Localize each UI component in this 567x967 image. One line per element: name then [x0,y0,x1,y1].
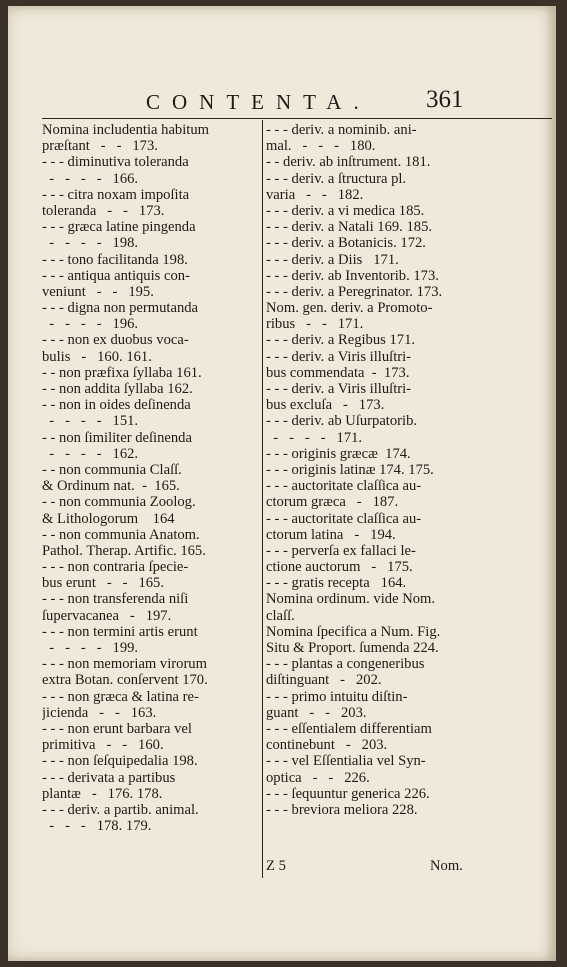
index-entry-line: - - - deriv. ab Inventorib. 173. [266,267,439,284]
index-entry-line: ſupervacanea - 197. [42,607,172,624]
index-entry-line: - - - deriv. a nominib. ani- [266,122,417,138]
index-entry-line: - - - digna non permutanda [42,300,199,317]
index-entry-line: bus excluſa - 173. [266,397,385,414]
index-entry-line: veniunt - - 195. [42,283,154,300]
signature-mark: Z 5 [266,858,286,874]
index-entry-line: - - - auctoritate claſſica au- [266,478,422,495]
index-entry-line: - - - deriv. a Peregrinator. 173. [266,283,443,300]
index-entry-line: continebunt - 203. [266,737,388,754]
index-entry-line: mal. - - - 180. [266,138,376,155]
index-entry-line: - - - non termini artis erunt [42,623,198,640]
index-entry-line: - - - derivata a partibus [42,769,176,786]
index-entry-line: ribus - - 171. [266,316,364,333]
index-entry-line: - - - citra noxam impoſita [42,186,190,203]
index-entry-line: ctorum latina - 194. [266,526,396,543]
index-entry-line: - - - - 198. [42,235,139,252]
index-entry-line: - - - deriv. a Diis 171. [266,251,399,268]
index-entry-line: - - - non græca & latina re- [42,688,199,705]
index-entry-line: - - non addita ſyllaba 162. [42,381,193,397]
index-entry-line: Nomina ordinum. vide Nom. [266,591,436,608]
index-entry-line: ctorum græca - 187. [266,494,399,511]
index-entry-line: - - - - 196. [42,316,139,333]
index-entry-line: - - - tono facilitanda 198. [42,251,188,268]
index-entry-line: - - - deriv. a Natali 169. 185. [266,219,433,236]
index-entry-line: - - - non ſeſquipedalia 198. [42,753,198,770]
index-entry-line: - - - deriv. ab Uſurpatorib. [266,413,418,430]
index-entry-line: - - deriv. ab inſtrument. 181. [266,154,431,171]
index-entry-line: - - - primo intuitu diſtin- [266,688,408,705]
index-entry-line: bus erunt - - 165. [42,575,165,592]
index-entry-line: - - - plantas a congeneribus [266,656,425,673]
index-entry-line: ctione auctorum - 175. [266,559,413,576]
index-entry-line: - - - gratis recepta 164. [266,575,407,592]
index-entry-line: diſtinguant - 202. [266,672,382,689]
column-divider [262,120,263,878]
index-entry-line: - - - - 151. [42,413,139,430]
index-entry-line: bulis - 160. 161. [42,348,152,365]
index-entry-line: - - - non ex duobus voca- [42,332,189,349]
index-entry-line: plantæ - 176. 178. [42,785,163,802]
index-entry-line: - - - auctoritate claſſica au- [266,510,422,527]
index-entry-line: - - - - 162. [42,445,139,462]
header-rule [42,118,552,119]
index-entry-line: - - - non memoriam virorum [42,656,207,673]
index-entry-line: - - - - 199. [42,640,139,656]
index-entry-line: extra Botan. conſervent 170. [42,672,208,689]
index-entry-line: - - - ſequuntur generica 226. [266,785,430,802]
index-entry-line: - - non communia Anatom. [42,526,200,543]
index-entry-line: - - - deriv. a ſtructura pl. [266,170,407,187]
index-entry-line: - - - non transferenda niſi [42,591,189,608]
index-entry-line: - - - 178. 179. [42,818,152,835]
index-entry-line: - - - deriv. a partib. animal. [42,801,199,818]
index-entry-line: jicienda - - 163. [42,704,157,721]
index-entry-line: Nomina includentia habitum [42,122,209,138]
index-entry-line: claſſ. [266,607,295,624]
index-entry-line: - - non ſimiliter deſinenda [42,429,192,446]
index-entry-line: - - - - 171. [266,429,363,446]
running-title: CONTENTA. [146,90,371,114]
index-entry-line: - - non communia Zoolog. [42,494,196,511]
index-entry-line: - - - deriv. a Botanicis. 172. [266,235,426,252]
index-entry-line: - - - antiqua antiquis con- [42,267,190,284]
index-entry-line: - - - originis græcæ 174. [266,445,411,462]
index-entry-line: - - non præfixa ſyllaba 161. [42,364,202,381]
index-entry-line: - - - vel Eſſentialia vel Syn- [266,753,426,770]
index-entry-line: - - - breviora meliora 228. [266,801,418,818]
index-entry-line: Nom. gen. deriv. a Promoto- [266,300,433,317]
page-number: 361 [426,86,464,113]
index-entry-line: & Lithologorum 164 [42,510,175,527]
index-entry-line: - - non in oides deſinenda [42,397,191,414]
index-entry-line: præſtant - - 173. [42,138,158,155]
index-entry-line: - - - deriv. a Regibus 171. [266,332,416,349]
left-column [42,122,260,834]
index-entry-line: - - - deriv. a Viris illuſtri- [266,348,412,365]
index-entry-line: - - - eſſentialem differentiam [266,720,432,737]
index-entry-line: - - - diminutiva toleranda [42,154,189,171]
index-entry-line: - - - deriv. a vi medica 185. [266,202,425,219]
page-header [8,86,556,118]
index-entry-line: Nomina ſpecifica a Num. Fig. [266,623,441,640]
index-entry-line: - - - græca latine pingenda [42,219,196,236]
index-entry-line: primitiva - - 160. [42,737,164,754]
right-column [266,122,484,818]
index-entry-line: - - - originis latinæ 174. 175. [266,461,434,478]
index-entry-line: - - - non contraria ſpecie- [42,559,189,576]
index-entry-line: - - - perverſa ex fallaci le- [266,542,416,559]
index-entry-line: optica - - 226. [266,769,370,786]
index-entry-line: Situ & Proport. ſumenda 224. [266,640,439,656]
catchword: Nom. [430,858,463,874]
index-entry-line: guant - - 203. [266,704,367,721]
index-entry-line: & Ordinum nat. - 165. [42,478,180,495]
index-entry-line: - - - - 166. [42,170,139,187]
index-entry-line: - - - non erunt barbara vel [42,720,192,737]
page-footer [266,858,496,876]
index-entry-line: Pathol. Therap. Artific. 165. [42,542,206,559]
index-entry-line: toleranda - - 173. [42,202,165,219]
index-entry-line: - - - deriv. a Viris illuſtri- [266,381,412,397]
index-entry-line: - - non communia Claſſ. [42,461,182,478]
index-entry-line: bus commendata - 173. [266,364,410,381]
book-page [8,6,556,961]
index-entry-line: varia - - 182. [266,186,364,203]
